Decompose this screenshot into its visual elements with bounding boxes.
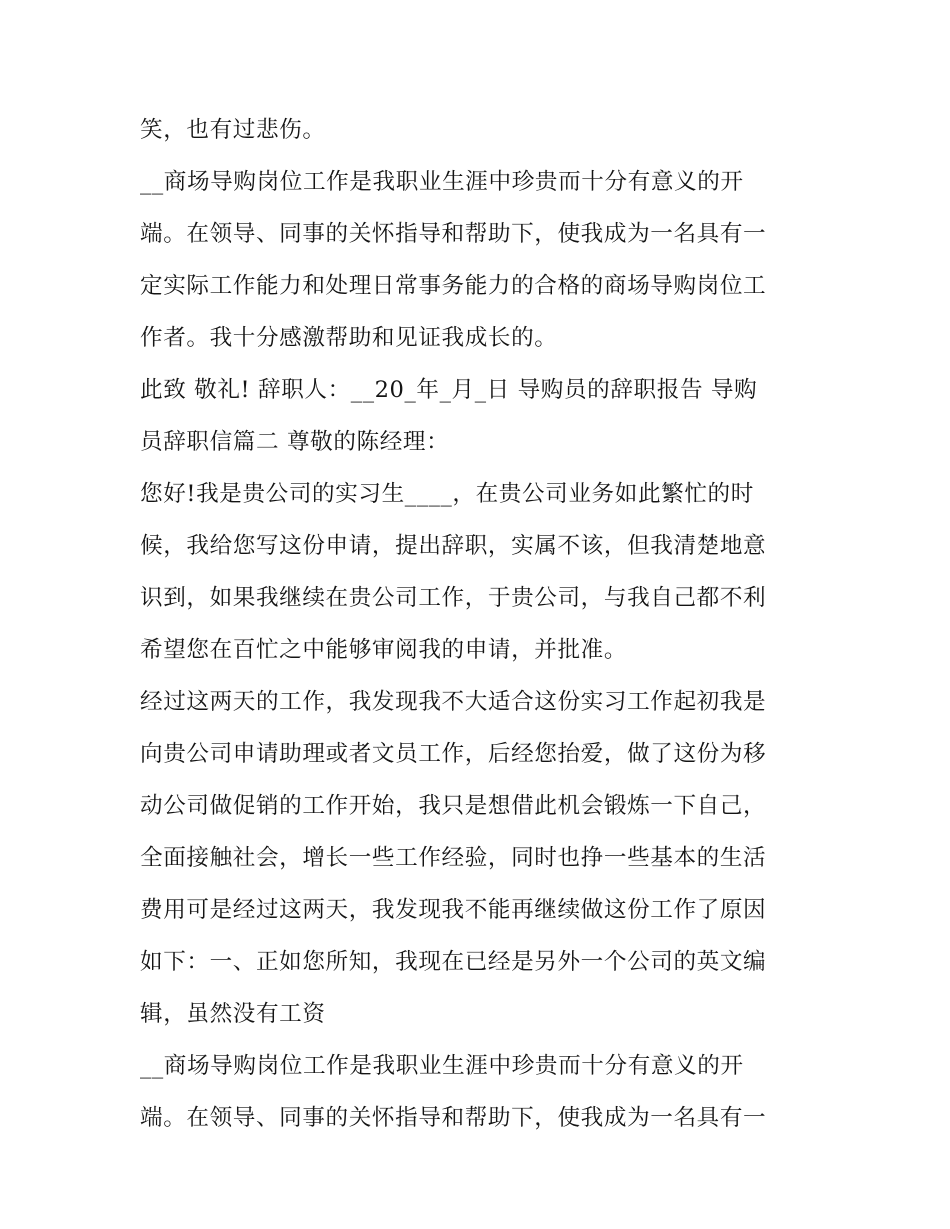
text-line: 您好!我是贵公司的实习生____，在贵公司业务如此繁忙的时: [140, 481, 754, 507]
text-line: 员辞职信篇二 尊敬的陈经理：: [140, 429, 450, 455]
text-line: 定实际工作能力和处理日常事务能力的合格的商场导购岗位工: [140, 273, 767, 299]
paragraph-6: [140, 1040, 812, 1144]
text-line: 作者。我十分感激帮助和见证我成长的。: [140, 325, 558, 351]
text-line: 费用可是经过这两天，我发现我不能再继续做这份工作了原因: [140, 897, 767, 923]
text-line: 端。在领导、同事的关怀指导和帮助下，使我成为一名具有一: [140, 221, 767, 247]
text-line: 全面接触社会，增长一些工作经验，同时也挣一些基本的生活: [140, 845, 767, 871]
text-line: 此致 敬礼! 辞职人：__20_年_月_日 导购员的辞职报告 导购: [140, 377, 758, 403]
text-line: __商场导购岗位工作是我职业生涯中珍贵而十分有意义的开: [140, 169, 744, 195]
text-line: 动公司做促销的工作开始，我只是想借此机会锻炼一下自己，: [140, 793, 767, 819]
text-line: 经过这两天的工作，我发现我不大适合这份实习工作起初我是: [140, 689, 767, 715]
text-line: 识到，如果我继续在贵公司工作，于贵公司，与我自己都不利: [140, 585, 767, 611]
paragraph-4: [140, 468, 812, 676]
paragraph-1: [140, 104, 812, 156]
text-line: 向贵公司申请助理或者文员工作，后经您抬爱，做了这份为移: [140, 741, 767, 767]
text-line: 端。在领导、同事的关怀指导和帮助下，使我成为一名具有一: [140, 1105, 767, 1131]
text-line: 希望您在百忙之中能够审阅我的申请，并批准。: [140, 637, 628, 663]
document-body: [140, 104, 812, 1144]
text-line: 笑，也有过悲伤。: [140, 117, 326, 143]
paragraph-2: [140, 156, 812, 364]
text-line: __商场导购岗位工作是我职业生涯中珍贵而十分有意义的开: [140, 1053, 744, 1079]
paragraph-3: [140, 364, 812, 468]
text-line: 候，我给您写这份申请，提出辞职，实属不该，但我清楚地意: [140, 533, 767, 559]
text-line: 如下：一、正如您所知，我现在已经是另外一个公司的英文编: [140, 949, 767, 975]
paragraph-5: [140, 676, 812, 1040]
text-line: 辑，虽然没有工资: [140, 1001, 326, 1027]
